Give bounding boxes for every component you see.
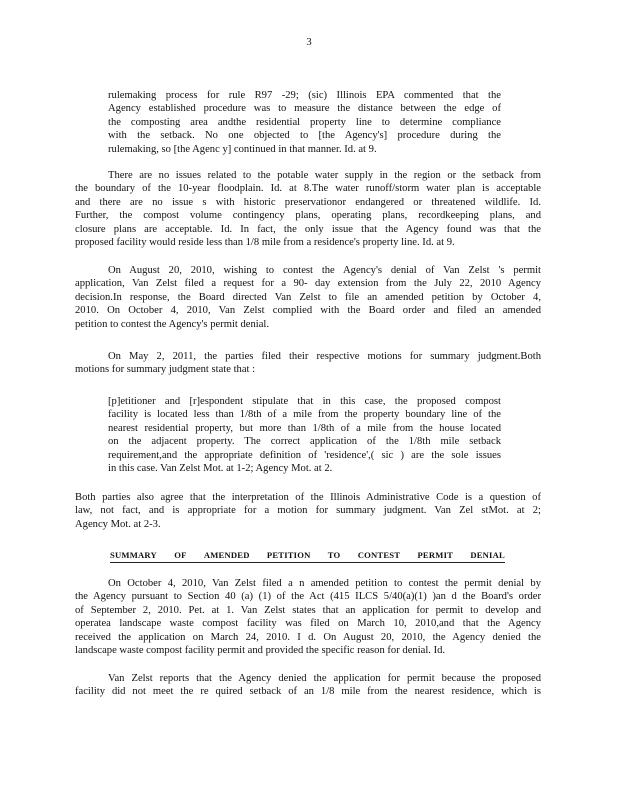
section-heading [110,550,505,563]
paragraph-issues [75,169,541,249]
paragraph-van-zelst-reports [75,672,541,699]
text-line: and there are no issue s with historic preservationor endangered or threatened wildlife. Id. [75,196,541,208]
text-line: on the adjacent property. The correct application of the 1/8th mile setback [108,436,501,448]
text-line: There are no issues related to the potable water supply in the region or the setback from [108,170,541,181]
text-line: Van Zelst reports that the Agency denied the application for permit because the proposed [108,673,541,684]
paragraph-october-2010 [75,577,541,657]
heading-word: PERMIT [417,550,454,560]
text-line: 2010. On October 4, 2010, Van Zelst complied with the Board order and filed an amended [75,305,541,317]
text-line: rulemaking process for rule R97 -29; (sic) Illinois EPA commented that the [108,90,501,101]
text-line: in this case. Van Zelst Mot. at 1-2; Agency Mot. at 2. [108,463,333,475]
heading-word: CONTEST [357,550,401,560]
text-line: received the application on March 24, 2010. I d. On August 20, 2010, the Agency denied the [75,631,541,643]
text-line: On October 4, 2010, Van Zelst filed a n amended petition to contest the permit denial by [108,578,541,589]
text-line: Agency established procedure was to measure the distance between the edge of [108,103,501,115]
text-line: the Agency pursuant to Section 40 (a) (1) of the Act (415 ILCS 5/40(a)(1) )an d the Board's order [75,591,541,603]
text-line: application, Van Zelst filed a request for a 90- day extension from the July 22, 2010 Agency [75,278,541,290]
text-line: closure plans are acceptable. Id. In fact, the only issue that the Agency found was that the [75,223,541,235]
text-line: nearest residential property, but more than 1/8th of a mile from the house located [108,422,501,434]
text-line: petition to contest the Agency's permit denial. [75,318,270,330]
heading-word: PETITION [266,550,311,560]
block-quote-stipulation [108,395,501,475]
text-line: rulemaking, so [the Agenc y] continued in that manner. Id. at 9. [108,143,377,155]
text-line: requirement,and the appropriate definition of 'residence',( sic ) are the sole issues [108,449,501,461]
paragraph-motions [75,350,541,377]
text-line: with the setback. No one objected to [the Agency's] procedure during the [108,130,501,142]
text-line: motions for summary judgment state that : [75,364,256,376]
text-line: landscape waste compost facility permit and provided the specific reason for denial. Id. [75,645,446,657]
text-line: facility did not meet the re quired setback of an 1/8 mile from the nearest residence, which is [75,686,541,698]
paragraph-august-2010 [75,264,541,331]
text-line: facility is located less than 1/8th of a mile from the property boundary line of the [108,409,501,421]
text-line: the boundary of the 10-year floodplain. Id. at 8.The water runoff/storm water plan is acceptable [75,183,541,195]
text-line: On August 20, 2010, wishing to contest the Agency's denial of Van Zelst 's permit [108,265,541,276]
text-line: operatea landscape waste compost facility was filed on March 10, 2010,and that the Agency [75,618,541,630]
heading-word: SUMMARY [110,550,157,560]
heading-word: DENIAL [470,550,505,560]
block-quote-rulemaking [108,89,501,156]
heading-word: AMENDED [203,550,250,560]
heading-word: OF [174,550,187,560]
text-line: proposed facility would reside less than 1/8 mile from a residence's property line. Id. at 9. [75,237,455,249]
text-line: law, not fact, and is appropriate for a motion for summary judgment. Van Zel stMot. at 2; [75,505,541,517]
text-line: On May 2, 2011, the parties filed their respective motions for summary judgment.Both [108,351,541,362]
text-line: Both parties also agree that the interpretation of the Illinois Administrative Code is a question of [75,492,541,503]
text-line: of September 2, 2010. Pet. at 1. Van Zelst states that an application for permit to develop and [75,604,541,616]
text-line: Agency Mot. at 2-3. [75,518,161,530]
text-line: the composting area andthe residential property line to determine compliance [108,116,501,128]
paragraph-agreement [75,491,541,531]
text-line: Further, the compost volume contingency plans, operating plans, recordkeeping plans, and [75,210,541,222]
page-number: 3 [306,37,312,48]
text-line: [p]etitioner and [r]espondent stipulate that in this case, the proposed compost [108,396,501,407]
text-line: decision.In response, the Board directed Van Zelst to file an amended petition by October 4, [75,291,541,303]
heading-word: TO [327,550,341,560]
